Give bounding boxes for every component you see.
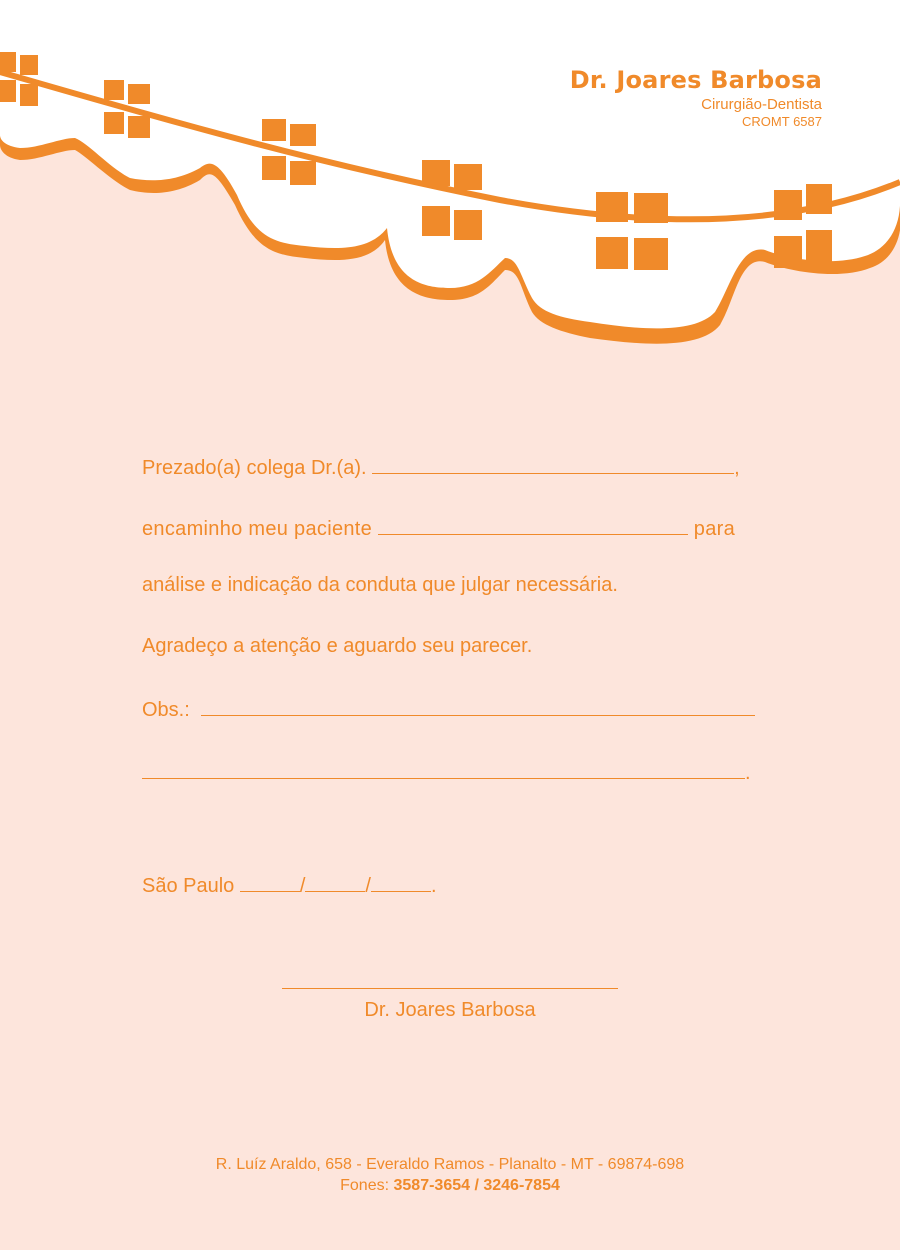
signature-line[interactable] (282, 988, 618, 989)
phone-numbers: 3587-3654 / 3246-7854 (393, 1177, 560, 1194)
footer-phones (0, 1175, 900, 1196)
obs-line-2 (142, 758, 751, 785)
date-day-blank[interactable] (240, 871, 300, 892)
referral-text: encaminho meu paciente (142, 518, 373, 540)
footer (0, 1154, 900, 1196)
date-period: . (430, 875, 437, 897)
date-sep-2: / (365, 875, 371, 897)
footer-address: R. Luíz Araldo, 658 - Everaldo Ramos - Planalto - MT - 69874-698 (215, 1156, 685, 1173)
greeting-text: Prezado(a) colega Dr.(a). (142, 457, 367, 479)
date-line (142, 871, 437, 898)
date-month-blank[interactable] (305, 871, 365, 892)
obs-period: . (745, 762, 751, 784)
referral-line (142, 514, 735, 541)
patient-name-blank[interactable] (378, 514, 688, 535)
thanks-line: Agradeço a atenção e aguardo seu parecer. (142, 635, 533, 657)
obs-blank-1[interactable] (201, 695, 755, 716)
letterhead (570, 66, 822, 129)
phones-label: Fones: (340, 1177, 390, 1194)
greeting-comma: , (734, 457, 740, 479)
doctor-name: Dr. Joares Barbosa (569, 66, 822, 94)
registration-number: CROMT 6587 (742, 114, 822, 129)
signature-name: Dr. Joares Barbosa (364, 999, 536, 1021)
doctor-title: Cirurgião-Dentista (701, 96, 822, 113)
analysis-line: análise e indicação da conduta que julgar necessária. (142, 574, 618, 596)
braces-illustration (0, 0, 900, 360)
colleague-name-blank[interactable] (372, 453, 734, 474)
date-year-blank[interactable] (371, 871, 431, 892)
obs-line (142, 695, 755, 722)
obs-label: Obs.: (142, 699, 190, 721)
greeting-line (142, 453, 740, 480)
obs-blank-2[interactable] (142, 758, 745, 779)
date-city: São Paulo (142, 875, 235, 897)
date-sep-1: / (299, 875, 306, 897)
referral-para: para (693, 518, 736, 540)
